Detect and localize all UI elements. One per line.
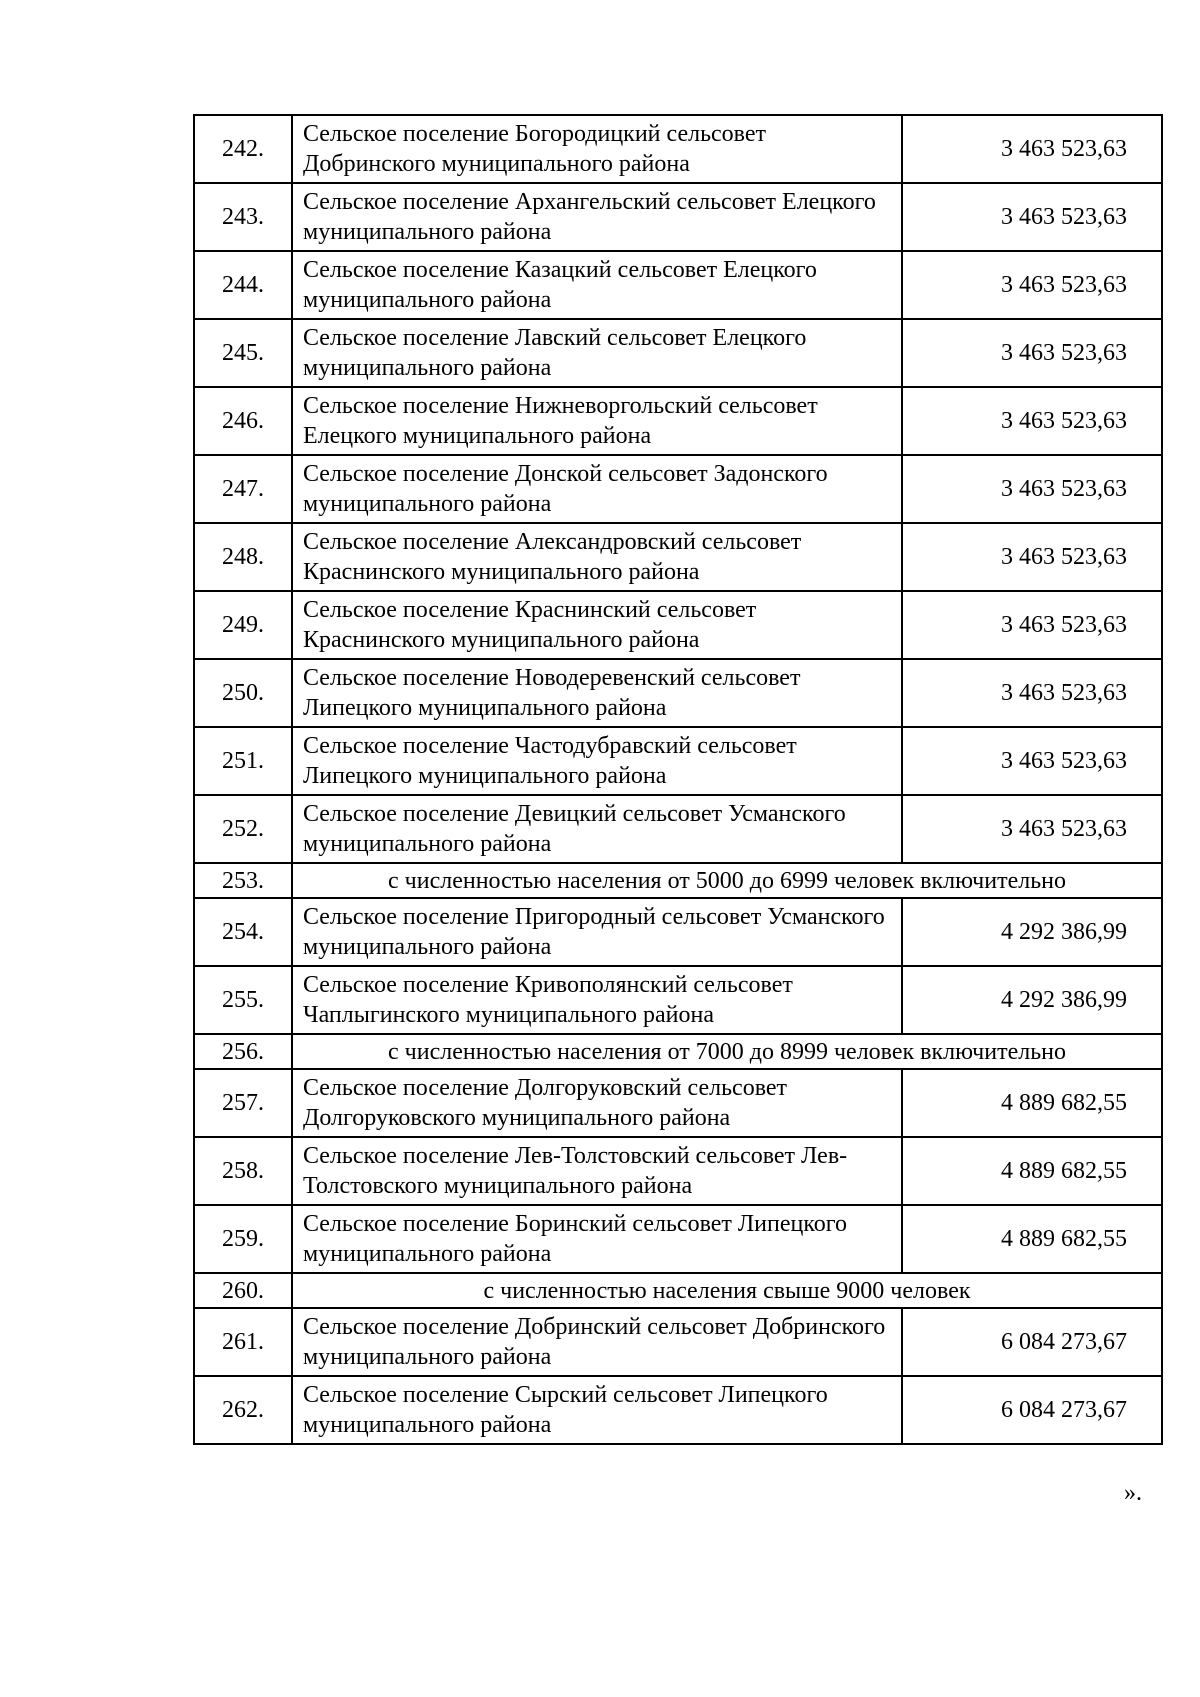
allocation-amount: 6 084 273,67 [902,1308,1162,1376]
closing-quote-mark: ». [1124,1480,1142,1506]
settlement-name: Сельское поселение Лев-Толстовский сельсовет Лев-Толстовского муниципального района [292,1137,902,1205]
settlement-name: Сельское поселение Новодеревенский сельсовет Липецкого муниципального района [292,659,902,727]
table-row [194,1137,1162,1205]
table-row [194,455,1162,523]
row-number: 261. [194,1308,292,1376]
settlement-name: Сельское поселение Донской сельсовет Задонского муниципального района [292,455,902,523]
row-number: 249. [194,591,292,659]
allocation-amount: 4 889 682,55 [902,1069,1162,1137]
allocation-amount: 3 463 523,63 [902,387,1162,455]
settlement-name: Сельское поселение Сырский сельсовет Липецкого муниципального района [292,1376,902,1444]
allocation-amount: 3 463 523,63 [902,115,1162,183]
section-header-row [194,1273,1162,1308]
settlement-name: Сельское поселение Казацкий сельсовет Елецкого муниципального района [292,251,902,319]
allocation-amount: 3 463 523,63 [902,319,1162,387]
table-row [194,591,1162,659]
allocation-amount: 3 463 523,63 [902,523,1162,591]
settlement-name: Сельское поселение Кривополянский сельсовет Чаплыгинского муниципального района [292,966,902,1034]
table-row [194,1376,1162,1444]
settlement-name: Сельское поселение Долгоруковский сельсовет Долгоруковского муниципального района [292,1069,902,1137]
row-number: 259. [194,1205,292,1273]
row-number: 254. [194,898,292,966]
row-number: 255. [194,966,292,1034]
row-number: 260. [194,1273,292,1308]
allocation-amount: 3 463 523,63 [902,455,1162,523]
section-title: с численностью населения от 7000 до 8999 человек включительно [292,1034,1162,1069]
table-row [194,659,1162,727]
allocation-amount: 6 084 273,67 [902,1376,1162,1444]
row-number: 246. [194,387,292,455]
row-number: 250. [194,659,292,727]
settlement-name: Сельское поселение Девицкий сельсовет Усманского муниципального района [292,795,902,863]
settlement-name: Сельское поселение Пригородный сельсовет Усманского муниципального района [292,898,902,966]
row-number: 256. [194,1034,292,1069]
row-number: 251. [194,727,292,795]
row-number: 245. [194,319,292,387]
settlement-name: Сельское поселение Частодубравский сельсовет Липецкого муниципального района [292,727,902,795]
allocation-amount: 4 889 682,55 [902,1205,1162,1273]
table-row [194,183,1162,251]
allocation-amount: 3 463 523,63 [902,659,1162,727]
table-row [194,1308,1162,1376]
table-row [194,115,1162,183]
settlement-name: Сельское поселение Добринский сельсовет Добринского муниципального района [292,1308,902,1376]
table-row [194,387,1162,455]
settlement-name: Сельское поселение Богородицкий сельсовет Добринского муниципального района [292,115,902,183]
settlement-name: Сельское поселение Боринский сельсовет Липецкого муниципального района [292,1205,902,1273]
section-header-row [194,863,1162,898]
table-row [194,795,1162,863]
settlement-name: Сельское поселение Краснинский сельсовет Краснинского муниципального района [292,591,902,659]
table-row [194,1205,1162,1273]
row-number: 257. [194,1069,292,1137]
table-row [194,523,1162,591]
row-number: 242. [194,115,292,183]
allocation-amount: 3 463 523,63 [902,591,1162,659]
row-number: 243. [194,183,292,251]
section-title: с численностью населения свыше 9000 человек [292,1273,1162,1308]
allocation-amount: 4 292 386,99 [902,898,1162,966]
table-row [194,319,1162,387]
row-number: 262. [194,1376,292,1444]
settlement-name: Сельское поселение Архангельский сельсовет Елецкого муниципального района [292,183,902,251]
row-number: 252. [194,795,292,863]
settlement-name: Сельское поселение Нижневоргольский сельсовет Елецкого муниципального района [292,387,902,455]
allocation-amount: 3 463 523,63 [902,795,1162,863]
table-row [194,898,1162,966]
row-number: 253. [194,863,292,898]
section-header-row [194,1034,1162,1069]
table-row [194,966,1162,1034]
row-number: 244. [194,251,292,319]
row-number: 248. [194,523,292,591]
allocation-table [193,114,1163,1445]
allocation-amount: 3 463 523,63 [902,183,1162,251]
settlement-name: Сельское поселение Лавский сельсовет Елецкого муниципального района [292,319,902,387]
settlement-name: Сельское поселение Александровский сельсовет Краснинского муниципального района [292,523,902,591]
table-row [194,1069,1162,1137]
allocation-amount: 3 463 523,63 [902,251,1162,319]
allocation-amount: 3 463 523,63 [902,727,1162,795]
row-number: 247. [194,455,292,523]
allocation-table-body [194,115,1162,1444]
row-number: 258. [194,1137,292,1205]
table-row [194,251,1162,319]
table-row [194,727,1162,795]
allocation-amount: 4 292 386,99 [902,966,1162,1034]
section-title: с численностью населения от 5000 до 6999 человек включительно [292,863,1162,898]
allocation-amount: 4 889 682,55 [902,1137,1162,1205]
